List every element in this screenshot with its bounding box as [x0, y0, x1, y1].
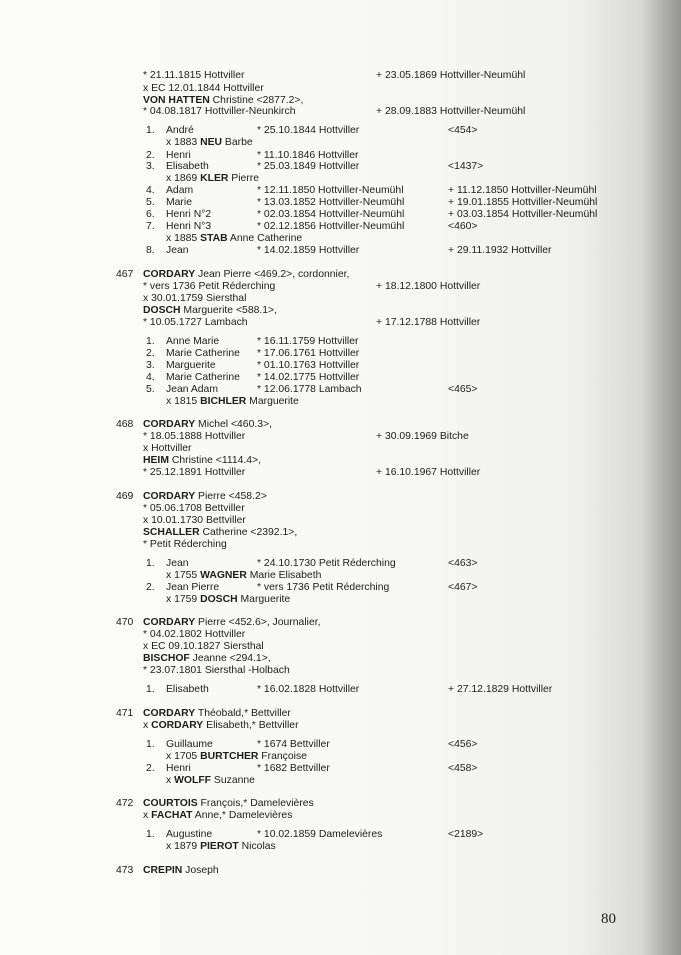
- entry-text: * 05.06.1708 Bettviller: [143, 503, 245, 514]
- entry-number: 470: [116, 617, 134, 628]
- page-number: 80: [601, 911, 616, 927]
- entry-number: 471: [116, 708, 134, 719]
- entry-text: HEIM Christine <1114.4>,: [143, 455, 262, 466]
- child-number: 2.: [146, 150, 155, 161]
- birth-info: * 24.10.1730 Petit Réderching: [257, 558, 396, 569]
- text-line: [0, 558, 681, 570]
- text-line: [0, 293, 681, 305]
- birth-info: * 17.06.1761 Hottviller: [257, 348, 360, 359]
- text-line: [0, 629, 681, 641]
- child-name: x 1705 BURTCHER Françoise: [166, 751, 307, 762]
- text-line: [0, 221, 681, 233]
- child-number: 5.: [146, 384, 155, 395]
- text-line: [0, 419, 681, 431]
- entry-text: x Hottviller: [143, 443, 192, 454]
- birth-info: * 02.03.1854 Hottviller-Neumühl: [257, 209, 405, 220]
- entry-text: * 18.05.1888 Hottviller: [143, 431, 246, 442]
- entry-number: 467: [116, 269, 134, 280]
- child-name: Marie Catherine: [166, 372, 240, 383]
- child-name: x 1759 DOSCH Marguerite: [166, 594, 291, 605]
- text-line: [0, 70, 681, 82]
- entry-text: BISCHOF Jeanne <294.1>,: [143, 653, 271, 664]
- extra-info: <463>: [448, 558, 478, 569]
- birth-info: * 25.03.1849 Hottviller: [257, 161, 360, 172]
- child-name: Augustine: [166, 829, 213, 840]
- birth-info: * vers 1736 Petit Réderching: [257, 582, 390, 593]
- text-line: [0, 348, 681, 360]
- text-line: [0, 865, 681, 877]
- child-number: 1.: [146, 739, 155, 750]
- text-line: [0, 281, 681, 293]
- birth-info: * 01.10.1763 Hottviller: [257, 360, 360, 371]
- birth-info: * 10.02.1859 Damelevières: [257, 829, 383, 840]
- death-info: + 16.10.1967 Hottviller: [376, 467, 481, 478]
- text-line: [0, 720, 681, 732]
- child-number: 7.: [146, 221, 155, 232]
- text-line: [0, 269, 681, 281]
- text-line: [0, 798, 681, 810]
- entry-text: COURTOIS François,* Damelevières: [143, 798, 314, 809]
- entry-text: CORDARY Pierre <458.2>: [143, 491, 267, 502]
- child-name: Jean Pierre: [166, 582, 220, 593]
- entry-text: * 21.11.1815 Hottviller: [143, 70, 245, 81]
- text-line: [0, 305, 681, 317]
- extra-info: <2189>: [448, 829, 484, 840]
- text-line: [0, 197, 681, 209]
- extra-info: <467>: [448, 582, 478, 593]
- child-number: 3.: [146, 161, 155, 172]
- text-line: [0, 515, 681, 527]
- child-name: Adam: [166, 185, 194, 196]
- extra-info: + 19.01.1855 Hottviller-Neumühl: [448, 197, 598, 208]
- text-line: [0, 173, 681, 185]
- text-line: [0, 185, 681, 197]
- extra-info: + 03.03.1854 Hottviller-Neumühl: [448, 209, 598, 220]
- child-name: Elisabeth: [166, 684, 209, 695]
- death-info: + 23.05.1869 Hottviller-Neumühl: [376, 70, 526, 81]
- text-line: [0, 503, 681, 515]
- child-name: Elisabeth: [166, 161, 209, 172]
- child-number: 2.: [146, 582, 155, 593]
- birth-info: * 13.03.1852 Hottviller-Neumühl: [257, 197, 405, 208]
- birth-info: * 02.12.1856 Hottviller-Neumühl: [257, 221, 405, 232]
- entry-number: 472: [116, 798, 134, 809]
- entry-text: * 25.12.1891 Hottviller: [143, 467, 246, 478]
- entry-text: x CORDARY Elisabeth,* Bettviller: [143, 720, 299, 731]
- child-name: Marie Catherine: [166, 348, 240, 359]
- text-line: [0, 594, 681, 606]
- text-line: [0, 317, 681, 329]
- text-line: [0, 106, 681, 118]
- text-line: [0, 617, 681, 629]
- entry-text: x FACHAT Anne,* Damelevières: [143, 810, 293, 821]
- child-number: 1.: [146, 125, 155, 136]
- entry-text: CORDARY Michel <460.3>,: [143, 419, 272, 430]
- extra-info: <465>: [448, 384, 478, 395]
- text-line: [0, 829, 681, 841]
- text-line: [0, 137, 681, 149]
- text-line: [0, 763, 681, 775]
- child-name: Henri N°3: [166, 221, 212, 232]
- child-number: 4.: [146, 185, 155, 196]
- entry-text: SCHALLER Catherine <2392.1>,: [143, 527, 298, 538]
- entry-text: CREPIN Joseph: [143, 865, 219, 876]
- text-line: [0, 233, 681, 245]
- entry-number: 473: [116, 865, 134, 876]
- entry-text: x 30.01.1759 Siersthal: [143, 293, 247, 304]
- child-name: Jean: [166, 558, 189, 569]
- child-number: 1.: [146, 558, 155, 569]
- extra-info: + 29.11.1932 Hottviller: [448, 245, 552, 256]
- child-number: 3.: [146, 360, 155, 371]
- child-name: Jean: [166, 245, 189, 256]
- birth-info: * 14.02.1859 Hottviller: [257, 245, 360, 256]
- child-name: x WOLFF Suzanne: [166, 775, 255, 786]
- birth-info: * 12.06.1778 Lambach: [257, 384, 362, 395]
- entry-text: CORDARY Pierre <452.6>, Journalier,: [143, 617, 321, 628]
- child-name: André: [166, 125, 194, 136]
- extra-info: <460>: [448, 221, 478, 232]
- text-line: [0, 431, 681, 443]
- text-line: [0, 161, 681, 173]
- child-name: x 1815 BICHLER Marguerite: [166, 396, 299, 407]
- text-line: [0, 684, 681, 696]
- entry-number: 468: [116, 419, 134, 430]
- text-line: [0, 491, 681, 503]
- birth-info: * 16.02.1828 Hottviller: [257, 684, 360, 695]
- text-line: [0, 443, 681, 455]
- entry-text: DOSCH Marguerite <588.1>,: [143, 305, 277, 316]
- child-name: Henri: [166, 150, 191, 161]
- child-name: x 1883 NEU Barbe: [166, 137, 253, 148]
- child-number: 8.: [146, 245, 155, 256]
- extra-info: + 27.12.1829 Hottviller: [448, 684, 553, 695]
- child-number: 1.: [146, 336, 155, 347]
- text-line: [0, 384, 681, 396]
- text-line: [0, 775, 681, 787]
- text-line: [0, 245, 681, 257]
- child-number: 1.: [146, 829, 155, 840]
- text-line: [0, 653, 681, 665]
- text-line: [0, 396, 681, 408]
- extra-info: <454>: [448, 125, 478, 136]
- entry-text: CORDARY Théobald,* Bettviller: [143, 708, 291, 719]
- entry-text: * 10.05.1727 Lambach: [143, 317, 248, 328]
- entry-text: x EC 09.10.1827 Siersthal: [143, 641, 264, 652]
- text-line: [0, 527, 681, 539]
- entry-number: 469: [116, 491, 134, 502]
- text-line: [0, 810, 681, 822]
- child-number: 1.: [146, 684, 155, 695]
- birth-info: * 1674 Bettviller: [257, 739, 330, 750]
- child-name: Anne Marie: [166, 336, 220, 347]
- entry-text: x 10.01.1730 Bettviller: [143, 515, 246, 526]
- entry-text: * vers 1736 Petit Réderching: [143, 281, 276, 292]
- child-name: Henri: [166, 763, 191, 774]
- birth-info: * 12.11.1850 Hottviller-Neumühl: [257, 185, 404, 196]
- extra-info: <1437>: [448, 161, 484, 172]
- child-name: x 1869 KLER Pierre: [166, 173, 259, 184]
- child-number: 4.: [146, 372, 155, 383]
- child-name: Marie: [166, 197, 192, 208]
- death-info: + 28.09.1883 Hottviller-Neumühl: [376, 106, 526, 117]
- text-line: [0, 125, 681, 137]
- text-line: [0, 665, 681, 677]
- text-line: [0, 467, 681, 479]
- extra-info: + 11.12.1850 Hottviller-Neumühl: [448, 185, 597, 196]
- text-line: [0, 841, 681, 853]
- text-line: [0, 360, 681, 372]
- child-number: 2.: [146, 348, 155, 359]
- child-number: 6.: [146, 209, 155, 220]
- entry-text: * 04.02.1802 Hottviller: [143, 629, 246, 640]
- text-line: [0, 209, 681, 221]
- text-line: [0, 570, 681, 582]
- text-line: [0, 641, 681, 653]
- birth-info: * 16.11.1759 Hottviller: [257, 336, 359, 347]
- text-line: [0, 582, 681, 594]
- child-name: Jean Adam: [166, 384, 218, 395]
- child-name: Guillaume: [166, 739, 213, 750]
- birth-info: * 25.10.1844 Hottviller: [257, 125, 360, 136]
- text-line: [0, 751, 681, 763]
- child-name: x 1755 WAGNER Marie Elisabeth: [166, 570, 322, 581]
- child-name: Henri N°2: [166, 209, 212, 220]
- death-info: + 18.12.1800 Hottviller: [376, 281, 481, 292]
- entry-text: * Petit Réderching: [143, 539, 227, 550]
- birth-info: * 11.10.1846 Hottviller: [257, 150, 359, 161]
- text-line: [0, 539, 681, 551]
- birth-info: * 14.02.1775 Hottviller: [257, 372, 360, 383]
- text-line: [0, 336, 681, 348]
- death-info: + 30.09.1969 Bitche: [376, 431, 469, 442]
- entry-text: * 23.07.1801 Siersthal -Holbach: [143, 665, 290, 676]
- text-line: [0, 455, 681, 467]
- entry-text: * 04.08.1817 Hottviller-Neunkirch: [143, 106, 296, 117]
- extra-info: <458>: [448, 763, 478, 774]
- death-info: + 17.12.1788 Hottviller: [376, 317, 481, 328]
- text-line: [0, 739, 681, 751]
- text-line: [0, 372, 681, 384]
- child-number: 2.: [146, 763, 155, 774]
- text-line: [0, 708, 681, 720]
- extra-info: <456>: [448, 739, 478, 750]
- entry-text: x EC 12.01.1844 Hottviller: [143, 83, 264, 94]
- child-name: Marguerite: [166, 360, 216, 371]
- text-line: [0, 83, 681, 95]
- child-name: x 1879 PIEROT Nicolas: [166, 841, 276, 852]
- child-number: 5.: [146, 197, 155, 208]
- child-name: x 1885 STAB Anne Catherine: [166, 233, 303, 244]
- entry-text: VON HATTEN Christine <2877.2>,: [143, 95, 304, 106]
- entry-text: CORDARY Jean Pierre <469.2>, cordonnier,: [143, 269, 350, 280]
- birth-info: * 1682 Bettviller: [257, 763, 330, 774]
